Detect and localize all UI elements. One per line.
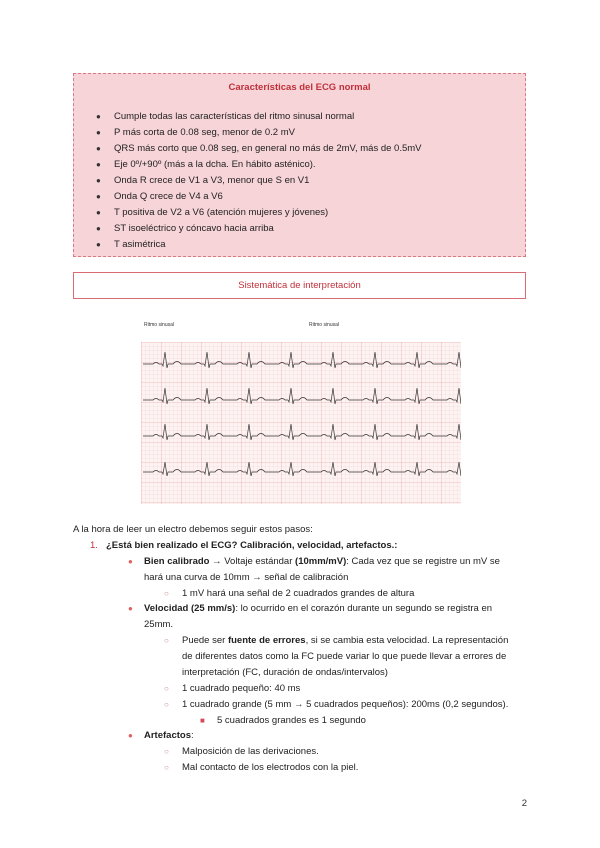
ecg-label-right: Ritmo sinusal [309,322,340,328]
bullet-icon: ● [96,128,101,137]
ecg-figure [141,322,461,504]
velocidad-sub3: 1 cuadrado grande (5 mm → 5 cuadrados pequeños): 200ms (0,2 segundos). [182,699,509,710]
list-item: ● Onda R crece de V1 a V3, menor que S en V1 [74,173,525,189]
artefactos-sub2: Mal contacto de los electrodos con la piel. [182,762,359,773]
velocidad-line2: 25mm. [144,619,174,630]
bullet-icon: ● [96,160,101,169]
bullet-icon: ● [128,604,133,613]
sistematica-box: Sistemática de interpretación [73,272,526,299]
circle-bullet-icon: ○ [164,747,169,756]
velocidad-sub3a: 5 cuadrados grandes es 1 segundo [217,715,366,726]
calibrado-line1: Bien calibrado → Voltaje estándar (10mm/mV): Cada vez que se registre un mV se [144,556,500,567]
bullet-icon: ● [128,731,133,740]
list-item: ● T positiva de V2 a V6 (atención mujeres y jóvenes) [74,205,525,221]
step1-number: 1. [90,540,98,551]
velocidad-sub2: 1 cuadrado pequeño: 40 ms [182,683,301,694]
velocidad-sub1-line1: Puede ser fuente de errores, si se cambia esta velocidad. La representación [182,635,509,646]
list-item: ● Onda Q crece de V4 a V6 [74,189,525,205]
bullet-icon: ● [96,208,101,217]
velocidad-line1: Velocidad (25 mm/s): lo ocurrido en el corazón durante un segundo se registra en [144,603,493,614]
normal-ecg-list [74,109,525,253]
bullet-icon: ● [96,240,101,249]
bullet-icon: ● [96,144,101,153]
bullet-icon: ● [96,224,101,233]
circle-bullet-icon: ○ [164,700,169,709]
step1-heading: ¿Está bien realizado el ECG? Calibración, velocidad, artefactos.: [106,540,398,551]
bullet-icon: ● [96,192,101,201]
calibrado-line2: hará una curva de 10mm → señal de calibración [144,572,349,583]
bullet-icon: ● [96,176,101,185]
list-item: ● T asimétrica [74,237,525,253]
list-item: ● QRS más corto que 0.08 seg, en general no más de 2mV, más de 0.5mV [74,141,525,157]
list-item: ● Cumple todas las características del ritmo sinusal normal [74,109,525,125]
list-item: ● ST isoeléctrico y cóncavo hacia arriba [74,221,525,237]
circle-bullet-icon: ○ [164,636,169,645]
bullet-icon: ● [128,557,133,566]
velocidad-sub1-line2: de diferentes datos como la FC puede variar lo que puede llevar a errores de [182,651,507,662]
list-item: ● P más corta de 0.08 seg, menor de 0.2 mV [74,125,525,141]
page-number: 2 [521,798,527,809]
bullet-icon: ● [96,112,101,121]
intro-text: A la hora de leer un electro debemos seguir estos pasos: [73,524,313,535]
normal-ecg-title: Características del ECG normal [228,82,371,93]
circle-bullet-icon: ○ [164,684,169,693]
velocidad-sub1-line3: interpretación (FC, duración de ondas/intervalos) [182,667,388,678]
calibrado-sub1: 1 mV hará una señal de 2 cuadrados grandes de altura [182,588,415,599]
ecg-strip [141,342,461,504]
normal-ecg-box [73,73,526,257]
ecg-label-left: Ritmo sinusal [144,322,175,328]
square-bullet-icon: ■ [200,716,205,725]
list-item: ● Eje 0º/+90º (más a la dcha. En hábito asténico). [74,157,525,173]
circle-bullet-icon: ○ [164,589,169,598]
artefactos-title: Artefactos: [144,730,194,741]
artefactos-sub1: Malposición de las derivaciones. [182,746,319,757]
circle-bullet-icon: ○ [164,763,169,772]
